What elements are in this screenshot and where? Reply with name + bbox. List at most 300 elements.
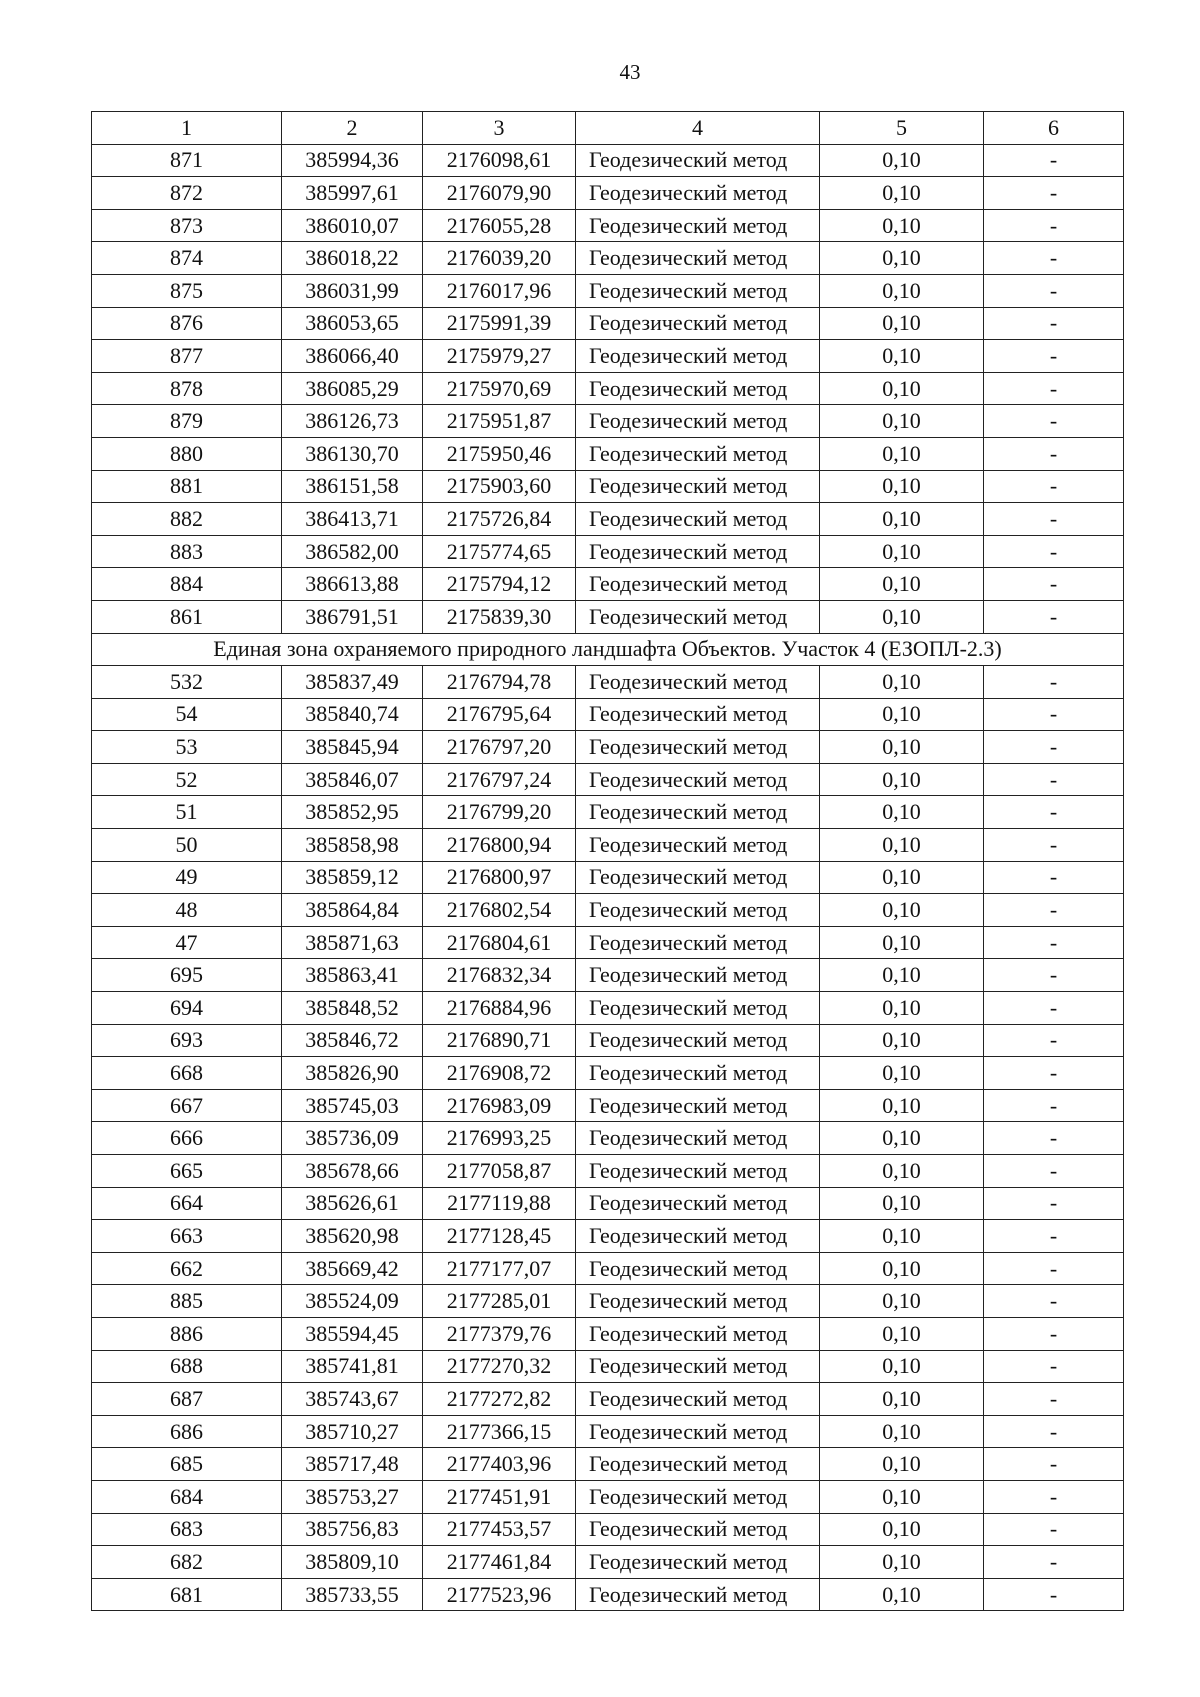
method-cell: Геодезический метод [576, 1350, 820, 1383]
accuracy-cell: 0,10 [820, 992, 984, 1025]
accuracy-cell: 0,10 [820, 307, 984, 340]
method-cell: Геодезический метод [576, 796, 820, 829]
note-cell: - [984, 1155, 1124, 1188]
x-coordinate-cell: 386126,73 [282, 405, 423, 438]
method-cell: Геодезический метод [576, 1578, 820, 1611]
table-body-top [92, 144, 1124, 633]
note-cell: - [984, 503, 1124, 536]
y-coordinate-cell: 2177177,07 [423, 1252, 576, 1285]
x-coordinate-cell: 385863,41 [282, 959, 423, 992]
table-row [92, 535, 1124, 568]
note-cell: - [984, 1513, 1124, 1546]
y-coordinate-cell: 2176795,64 [423, 698, 576, 731]
section-title: Единая зона охраняемого природного ландшафта Объектов. Участок 4 (ЕЗОПЛ-2.3) [92, 633, 1124, 666]
point-number-cell: 668 [92, 1057, 282, 1090]
point-number-cell: 871 [92, 144, 282, 177]
point-number-cell: 50 [92, 829, 282, 862]
y-coordinate-cell: 2176890,71 [423, 1024, 576, 1057]
table-row [92, 1415, 1124, 1448]
note-cell: - [984, 600, 1124, 633]
method-cell: Геодезический метод [576, 568, 820, 601]
point-number-cell: 49 [92, 861, 282, 894]
point-number-cell: 682 [92, 1546, 282, 1579]
method-cell: Геодезический метод [576, 926, 820, 959]
note-cell: - [984, 1187, 1124, 1220]
y-coordinate-cell: 2177453,57 [423, 1513, 576, 1546]
accuracy-cell: 0,10 [820, 340, 984, 373]
point-number-cell: 880 [92, 437, 282, 470]
method-cell: Геодезический метод [576, 503, 820, 536]
accuracy-cell: 0,10 [820, 144, 984, 177]
note-cell: - [984, 1285, 1124, 1318]
accuracy-cell: 0,10 [820, 1448, 984, 1481]
accuracy-cell: 0,10 [820, 926, 984, 959]
point-number-cell: 685 [92, 1448, 282, 1481]
y-coordinate-cell: 2176797,24 [423, 763, 576, 796]
note-cell: - [984, 1578, 1124, 1611]
y-coordinate-cell: 2177285,01 [423, 1285, 576, 1318]
point-number-cell: 51 [92, 796, 282, 829]
y-coordinate-cell: 2176983,09 [423, 1089, 576, 1122]
point-number-cell: 665 [92, 1155, 282, 1188]
table-row [92, 1317, 1124, 1350]
accuracy-cell: 0,10 [820, 1057, 984, 1090]
accuracy-cell: 0,10 [820, 1546, 984, 1579]
note-cell: - [984, 1480, 1124, 1513]
point-number-cell: 666 [92, 1122, 282, 1155]
note-cell: - [984, 992, 1124, 1025]
coordinates-table [91, 111, 1124, 1611]
table-row [92, 666, 1124, 699]
table-row [92, 340, 1124, 373]
accuracy-cell: 0,10 [820, 437, 984, 470]
y-coordinate-cell: 2176794,78 [423, 666, 576, 699]
x-coordinate-cell: 385717,48 [282, 1448, 423, 1481]
note-cell: - [984, 1317, 1124, 1350]
point-number-cell: 884 [92, 568, 282, 601]
note-cell: - [984, 1252, 1124, 1285]
y-coordinate-cell: 2175979,27 [423, 340, 576, 373]
table-row [92, 1578, 1124, 1611]
note-cell: - [984, 731, 1124, 764]
method-cell: Геодезический метод [576, 209, 820, 242]
table-row [92, 763, 1124, 796]
accuracy-cell: 0,10 [820, 796, 984, 829]
point-number-cell: 877 [92, 340, 282, 373]
page-number: 43 [619, 60, 641, 84]
column-header: 5 [820, 112, 984, 145]
note-cell: - [984, 274, 1124, 307]
accuracy-cell: 0,10 [820, 698, 984, 731]
x-coordinate-cell: 385524,09 [282, 1285, 423, 1318]
method-cell: Геодезический метод [576, 1383, 820, 1416]
point-number-cell: 872 [92, 177, 282, 210]
table-row [92, 1513, 1124, 1546]
x-coordinate-cell: 386018,22 [282, 242, 423, 275]
method-cell: Геодезический метод [576, 535, 820, 568]
table-row [92, 1122, 1124, 1155]
x-coordinate-cell: 385846,72 [282, 1024, 423, 1057]
method-cell: Геодезический метод [576, 1024, 820, 1057]
y-coordinate-cell: 2176055,28 [423, 209, 576, 242]
note-cell: - [984, 1350, 1124, 1383]
method-cell: Геодезический метод [576, 763, 820, 796]
accuracy-cell: 0,10 [820, 1122, 984, 1155]
y-coordinate-cell: 2176800,94 [423, 829, 576, 862]
note-cell: - [984, 763, 1124, 796]
accuracy-cell: 0,10 [820, 1024, 984, 1057]
method-cell: Геодезический метод [576, 405, 820, 438]
point-number-cell: 52 [92, 763, 282, 796]
table-row [92, 1350, 1124, 1383]
x-coordinate-cell: 386010,07 [282, 209, 423, 242]
method-cell: Геодезический метод [576, 1057, 820, 1090]
method-cell: Геодезический метод [576, 992, 820, 1025]
method-cell: Геодезический метод [576, 731, 820, 764]
note-cell: - [984, 568, 1124, 601]
accuracy-cell: 0,10 [820, 372, 984, 405]
method-cell: Геодезический метод [576, 242, 820, 275]
point-number-cell: 684 [92, 1480, 282, 1513]
note-cell: - [984, 1122, 1124, 1155]
note-cell: - [984, 242, 1124, 275]
y-coordinate-cell: 2176800,97 [423, 861, 576, 894]
method-cell: Геодезический метод [576, 698, 820, 731]
x-coordinate-cell: 385809,10 [282, 1546, 423, 1579]
table-row [92, 372, 1124, 405]
point-number-cell: 695 [92, 959, 282, 992]
x-coordinate-cell: 386582,00 [282, 535, 423, 568]
accuracy-cell: 0,10 [820, 1285, 984, 1318]
method-cell: Геодезический метод [576, 894, 820, 927]
y-coordinate-cell: 2177270,32 [423, 1350, 576, 1383]
point-number-cell: 48 [92, 894, 282, 927]
method-cell: Геодезический метод [576, 1546, 820, 1579]
x-coordinate-cell: 385710,27 [282, 1415, 423, 1448]
method-cell: Геодезический метод [576, 1317, 820, 1350]
note-cell: - [984, 340, 1124, 373]
note-cell: - [984, 372, 1124, 405]
accuracy-cell: 0,10 [820, 1480, 984, 1513]
note-cell: - [984, 894, 1124, 927]
method-cell: Геодезический метод [576, 959, 820, 992]
y-coordinate-cell: 2176884,96 [423, 992, 576, 1025]
accuracy-cell: 0,10 [820, 405, 984, 438]
x-coordinate-cell: 385864,84 [282, 894, 423, 927]
note-cell: - [984, 959, 1124, 992]
method-cell: Геодезический метод [576, 1155, 820, 1188]
point-number-cell: 681 [92, 1578, 282, 1611]
point-number-cell: 54 [92, 698, 282, 731]
x-coordinate-cell: 385741,81 [282, 1350, 423, 1383]
accuracy-cell: 0,10 [820, 1252, 984, 1285]
y-coordinate-cell: 2175970,69 [423, 372, 576, 405]
table-row [92, 796, 1124, 829]
note-cell: - [984, 144, 1124, 177]
note-cell: - [984, 437, 1124, 470]
method-cell: Геодезический метод [576, 600, 820, 633]
note-cell: - [984, 829, 1124, 862]
note-cell: - [984, 1220, 1124, 1253]
table-row [92, 1448, 1124, 1481]
y-coordinate-cell: 2176797,20 [423, 731, 576, 764]
accuracy-cell: 0,10 [820, 1578, 984, 1611]
point-number-cell: 873 [92, 209, 282, 242]
y-coordinate-cell: 2176908,72 [423, 1057, 576, 1090]
table-row [92, 470, 1124, 503]
note-cell: - [984, 470, 1124, 503]
x-coordinate-cell: 385626,61 [282, 1187, 423, 1220]
y-coordinate-cell: 2176832,34 [423, 959, 576, 992]
x-coordinate-cell: 385826,90 [282, 1057, 423, 1090]
point-number-cell: 686 [92, 1415, 282, 1448]
x-coordinate-cell: 385743,67 [282, 1383, 423, 1416]
note-cell: - [984, 307, 1124, 340]
point-number-cell: 882 [92, 503, 282, 536]
accuracy-cell: 0,10 [820, 1415, 984, 1448]
point-number-cell: 861 [92, 600, 282, 633]
accuracy-cell: 0,10 [820, 209, 984, 242]
column-header: 6 [984, 112, 1124, 145]
x-coordinate-cell: 385859,12 [282, 861, 423, 894]
table-row [92, 1383, 1124, 1416]
point-number-cell: 885 [92, 1285, 282, 1318]
method-cell: Геодезический метод [576, 1415, 820, 1448]
y-coordinate-cell: 2175991,39 [423, 307, 576, 340]
x-coordinate-cell: 385753,27 [282, 1480, 423, 1513]
x-coordinate-cell: 385736,09 [282, 1122, 423, 1155]
table-row [92, 177, 1124, 210]
column-header: 4 [576, 112, 820, 145]
method-cell: Геодезический метод [576, 1122, 820, 1155]
table-row [92, 1546, 1124, 1579]
y-coordinate-cell: 2175774,65 [423, 535, 576, 568]
y-coordinate-cell: 2177366,15 [423, 1415, 576, 1448]
table-row [92, 144, 1124, 177]
table-row [92, 1187, 1124, 1220]
y-coordinate-cell: 2175950,46 [423, 437, 576, 470]
accuracy-cell: 0,10 [820, 959, 984, 992]
column-header: 2 [282, 112, 423, 145]
table-row [92, 861, 1124, 894]
method-cell: Геодезический метод [576, 861, 820, 894]
method-cell: Геодезический метод [576, 1252, 820, 1285]
y-coordinate-cell: 2177461,84 [423, 1546, 576, 1579]
accuracy-cell: 0,10 [820, 242, 984, 275]
method-cell: Геодезический метод [576, 177, 820, 210]
y-coordinate-cell: 2175951,87 [423, 405, 576, 438]
table-row [92, 1480, 1124, 1513]
table-row [92, 1252, 1124, 1285]
point-number-cell: 881 [92, 470, 282, 503]
method-cell: Геодезический метод [576, 340, 820, 373]
x-coordinate-cell: 385858,98 [282, 829, 423, 862]
x-coordinate-cell: 385837,49 [282, 666, 423, 699]
method-cell: Геодезический метод [576, 1285, 820, 1318]
accuracy-cell: 0,10 [820, 1155, 984, 1188]
note-cell: - [984, 796, 1124, 829]
x-coordinate-cell: 385669,42 [282, 1252, 423, 1285]
method-cell: Геодезический метод [576, 307, 820, 340]
table-row [92, 405, 1124, 438]
method-cell: Геодезический метод [576, 829, 820, 862]
method-cell: Геодезический метод [576, 372, 820, 405]
x-coordinate-cell: 385678,66 [282, 1155, 423, 1188]
table-row [92, 503, 1124, 536]
x-coordinate-cell: 385997,61 [282, 177, 423, 210]
table-row [92, 1155, 1124, 1188]
y-coordinate-cell: 2177128,45 [423, 1220, 576, 1253]
method-cell: Геодезический метод [576, 1220, 820, 1253]
x-coordinate-cell: 386066,40 [282, 340, 423, 373]
note-cell: - [984, 1546, 1124, 1579]
accuracy-cell: 0,10 [820, 829, 984, 862]
note-cell: - [984, 177, 1124, 210]
note-cell: - [984, 1024, 1124, 1057]
table-row [92, 274, 1124, 307]
point-number-cell: 879 [92, 405, 282, 438]
point-number-cell: 875 [92, 274, 282, 307]
y-coordinate-cell: 2176802,54 [423, 894, 576, 927]
accuracy-cell: 0,10 [820, 894, 984, 927]
x-coordinate-cell: 386053,65 [282, 307, 423, 340]
note-cell: - [984, 1057, 1124, 1090]
point-number-cell: 664 [92, 1187, 282, 1220]
point-number-cell: 687 [92, 1383, 282, 1416]
y-coordinate-cell: 2177379,76 [423, 1317, 576, 1350]
accuracy-cell: 0,10 [820, 1513, 984, 1546]
table-row [92, 731, 1124, 764]
section-title-row [92, 633, 1124, 666]
method-cell: Геодезический метод [576, 1089, 820, 1122]
point-number-cell: 694 [92, 992, 282, 1025]
y-coordinate-cell: 2177451,91 [423, 1480, 576, 1513]
accuracy-cell: 0,10 [820, 1187, 984, 1220]
method-cell: Геодезический метод [576, 1187, 820, 1220]
table-row [92, 600, 1124, 633]
x-coordinate-cell: 385871,63 [282, 926, 423, 959]
y-coordinate-cell: 2176039,20 [423, 242, 576, 275]
x-coordinate-cell: 386413,71 [282, 503, 423, 536]
x-coordinate-cell: 385594,45 [282, 1317, 423, 1350]
table-row [92, 1220, 1124, 1253]
y-coordinate-cell: 2177119,88 [423, 1187, 576, 1220]
x-coordinate-cell: 386791,51 [282, 600, 423, 633]
table-row [92, 894, 1124, 927]
table-row [92, 437, 1124, 470]
table-row [92, 209, 1124, 242]
table-section [92, 633, 1124, 666]
note-cell: - [984, 698, 1124, 731]
table-row [92, 959, 1124, 992]
table-row [92, 1057, 1124, 1090]
note-cell: - [984, 405, 1124, 438]
y-coordinate-cell: 2176804,61 [423, 926, 576, 959]
note-cell: - [984, 1448, 1124, 1481]
table-body-bottom [92, 666, 1124, 1611]
y-coordinate-cell: 2175903,60 [423, 470, 576, 503]
x-coordinate-cell: 385620,98 [282, 1220, 423, 1253]
x-coordinate-cell: 386085,29 [282, 372, 423, 405]
x-coordinate-cell: 386130,70 [282, 437, 423, 470]
method-cell: Геодезический метод [576, 274, 820, 307]
column-header: 3 [423, 112, 576, 145]
point-number-cell: 53 [92, 731, 282, 764]
accuracy-cell: 0,10 [820, 1350, 984, 1383]
table-row [92, 1024, 1124, 1057]
method-cell: Геодезический метод [576, 1513, 820, 1546]
table-header-row [92, 112, 1124, 145]
table-row [92, 568, 1124, 601]
method-cell: Геодезический метод [576, 144, 820, 177]
note-cell: - [984, 926, 1124, 959]
method-cell: Геодезический метод [576, 666, 820, 699]
x-coordinate-cell: 385756,83 [282, 1513, 423, 1546]
table-row [92, 992, 1124, 1025]
accuracy-cell: 0,10 [820, 568, 984, 601]
method-cell: Геодезический метод [576, 1480, 820, 1513]
y-coordinate-cell: 2176799,20 [423, 796, 576, 829]
point-number-cell: 883 [92, 535, 282, 568]
note-cell: - [984, 1089, 1124, 1122]
x-coordinate-cell: 385848,52 [282, 992, 423, 1025]
note-cell: - [984, 209, 1124, 242]
note-cell: - [984, 535, 1124, 568]
note-cell: - [984, 1383, 1124, 1416]
table-row [92, 1285, 1124, 1318]
x-coordinate-cell: 385733,55 [282, 1578, 423, 1611]
table-row [92, 1089, 1124, 1122]
point-number-cell: 688 [92, 1350, 282, 1383]
accuracy-cell: 0,10 [820, 535, 984, 568]
point-number-cell: 532 [92, 666, 282, 699]
point-number-cell: 662 [92, 1252, 282, 1285]
y-coordinate-cell: 2175794,12 [423, 568, 576, 601]
x-coordinate-cell: 385994,36 [282, 144, 423, 177]
note-cell: - [984, 1415, 1124, 1448]
method-cell: Геодезический метод [576, 470, 820, 503]
y-coordinate-cell: 2177058,87 [423, 1155, 576, 1188]
accuracy-cell: 0,10 [820, 731, 984, 764]
x-coordinate-cell: 385852,95 [282, 796, 423, 829]
x-coordinate-cell: 386151,58 [282, 470, 423, 503]
accuracy-cell: 0,10 [820, 763, 984, 796]
x-coordinate-cell: 385840,74 [282, 698, 423, 731]
y-coordinate-cell: 2176993,25 [423, 1122, 576, 1155]
point-number-cell: 693 [92, 1024, 282, 1057]
y-coordinate-cell: 2175726,84 [423, 503, 576, 536]
accuracy-cell: 0,10 [820, 666, 984, 699]
point-number-cell: 47 [92, 926, 282, 959]
y-coordinate-cell: 2175839,30 [423, 600, 576, 633]
point-number-cell: 886 [92, 1317, 282, 1350]
accuracy-cell: 0,10 [820, 1317, 984, 1350]
point-number-cell: 663 [92, 1220, 282, 1253]
x-coordinate-cell: 385846,07 [282, 763, 423, 796]
y-coordinate-cell: 2176079,90 [423, 177, 576, 210]
point-number-cell: 683 [92, 1513, 282, 1546]
accuracy-cell: 0,10 [820, 274, 984, 307]
table-row [92, 698, 1124, 731]
accuracy-cell: 0,10 [820, 470, 984, 503]
method-cell: Геодезический метод [576, 1448, 820, 1481]
x-coordinate-cell: 385845,94 [282, 731, 423, 764]
table-row [92, 307, 1124, 340]
x-coordinate-cell: 386031,99 [282, 274, 423, 307]
y-coordinate-cell: 2177272,82 [423, 1383, 576, 1416]
y-coordinate-cell: 2177403,96 [423, 1448, 576, 1481]
y-coordinate-cell: 2176017,96 [423, 274, 576, 307]
